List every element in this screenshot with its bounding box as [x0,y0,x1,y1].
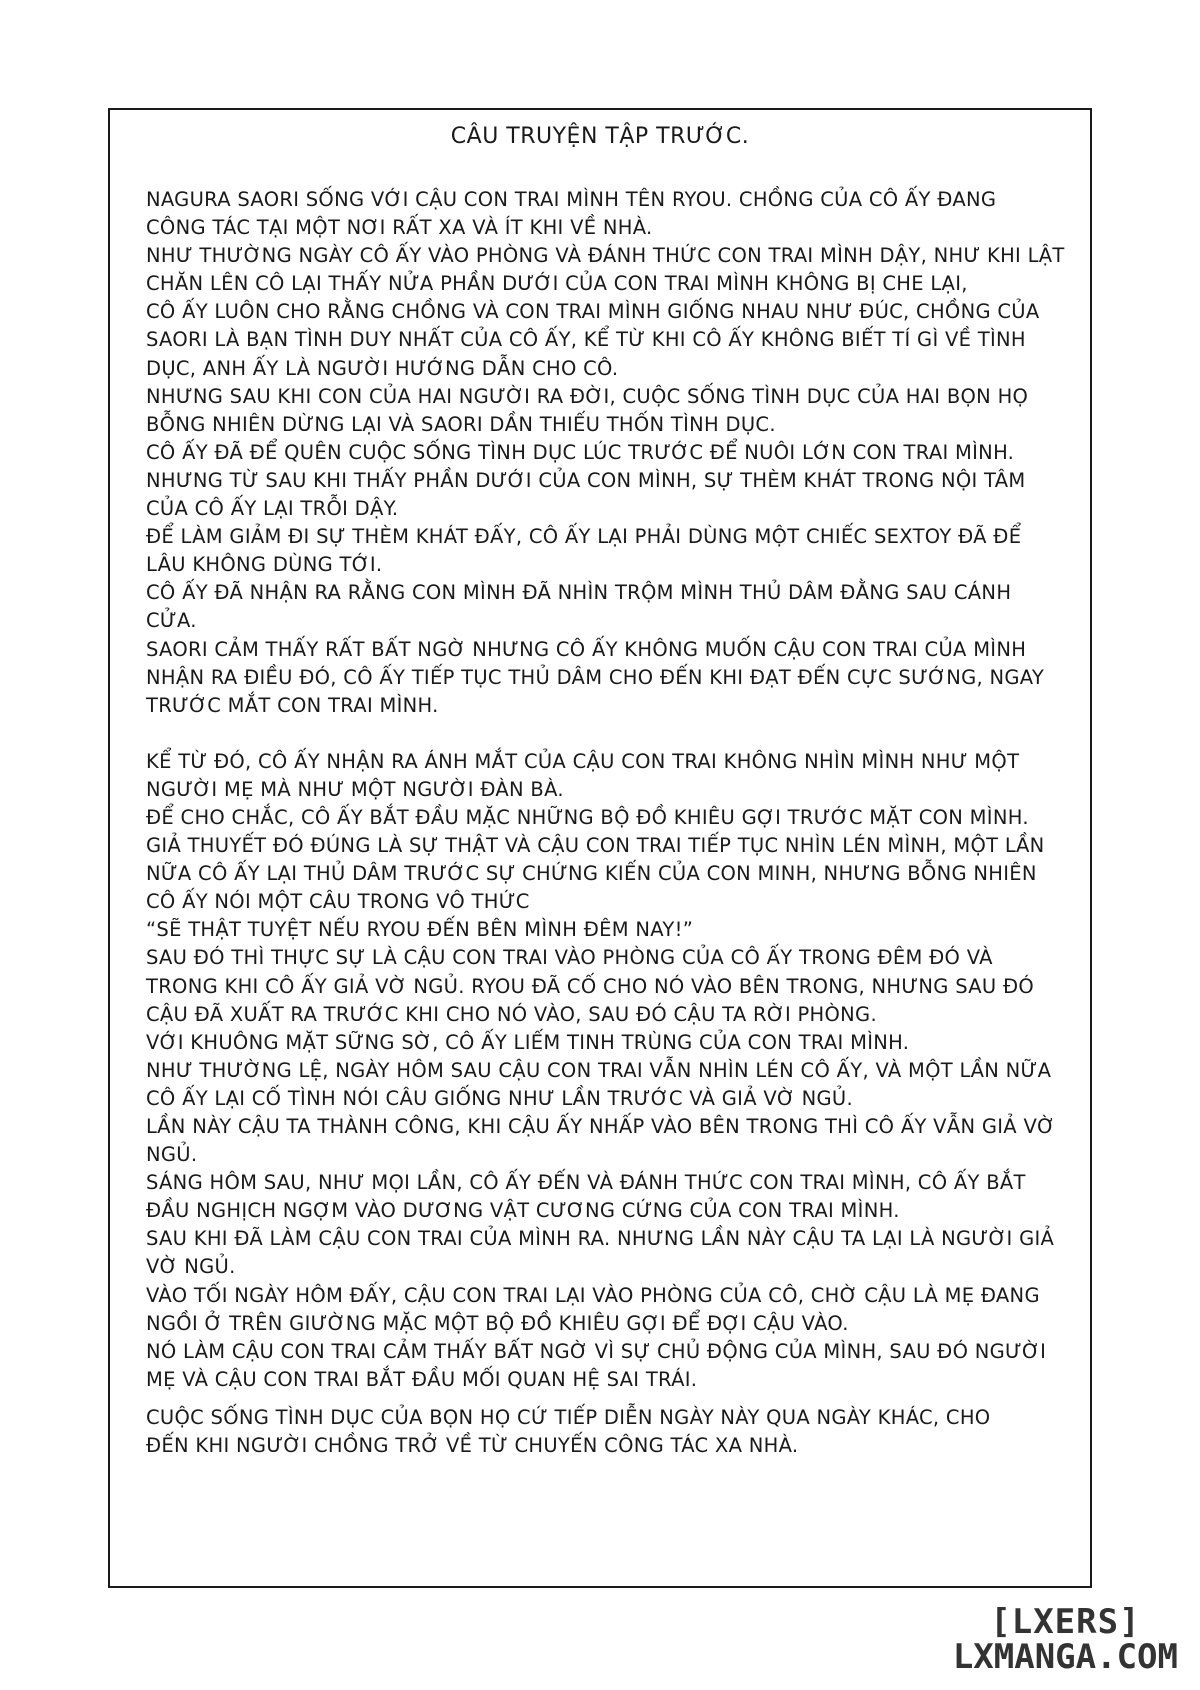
text-line: KỂ TỪ ĐÓ, CÔ ẤY NHẬN RA ÁNH MẮT CỦA CẬU CON TRAI KHÔNG NHÌN MÌNH NHƯ MỘT [146,749,1020,773]
text-line: ĐỂ LÀM GIẢM ĐI SỰ THÈM KHÁT ĐẤY, CÔ ẤY LẠI PHẢI DÙNG MỘT CHIẾC SEXTOY ĐÃ ĐỂ [146,525,1022,549]
text-line: SAORI LÀ BẠN TÌNH DUY NHẤT CỦA CÔ ẤY, KỂ TỪ KHI CÔ ẤY KHÔNG BIẾT TÍ GÌ VỀ TÌNH [146,328,1026,352]
recap-paragraph-2 [146,748,1060,1394]
text-line: DỤC, ANH ẤY LÀ NGƯỜI HƯỚNG DẪN CHO CÔ. [146,356,619,380]
page-title: CÂU TRUYỆN TẬP TRƯỚC. [450,124,750,149]
text-line: CÔ ẤY ĐÃ NHẬN RA RẰNG CON MÌNH ĐÃ NHÌN TRỘM MÌNH THỦ DÂM ĐẰNG SAU CÁNH [146,581,1012,605]
text-line: MẸ VÀ CẬU CON TRAI BẮT ĐẦU MỐI QUAN HỆ SAI TRÁI. [146,1367,698,1391]
text-line: NGỒI Ở TRÊN GIƯỜNG MẶC MỘT BỘ ĐỒ KHIÊU GỢI ĐỂ ĐỢI CẬU VÀO. [146,1311,849,1335]
recap-frame [108,108,1092,1588]
text-line: SAU ĐÓ THÌ THỰC SỰ LÀ CẬU CON TRAI VÀO PHÒNG CỦA CÔ ẤY TRONG ĐÊM ĐÓ VÀ [146,946,993,970]
text-line: CÔNG TÁC TẠI MỘT NƠI RẤT XA VÀ ÍT KHI VỀ NHÀ. [146,216,653,240]
text-line: NHƯ THƯỜNG NGÀY CÔ ẤY VÀO PHÒNG VÀ ĐÁNH THỨC CON TRAI MÌNH DẬY, NHƯ KHI LẬT [146,244,1065,268]
text-line: SAU KHI ĐÃ LÀM CẬU CON TRAI CỦA MÌNH RA. NHƯNG LẦN NÀY CẬU TA LẠI LÀ NGƯỜI GIẢ [146,1227,1055,1251]
text-line: NỮA CÔ ẤY LẠI THỦ DÂM TRƯỚC SỰ CHỨNG KIẾN CỦA CON MINH, NHƯNG BỖNG NHIÊN [146,862,1037,886]
text-line: NHƯNG SAU KHI CON CỦA HAI NGƯỜI RA ĐỜI, CUỘC SỐNG TÌNH DỤC CỦA HAI BỌN HỌ [146,384,1029,408]
paragraph-spacer [146,1394,1060,1404]
paragraph-spacer [146,720,1060,748]
text-line: CỬA. [146,609,197,633]
text-line: VÀO TỐI NGÀY HÔM ĐẤY, CẬU CON TRAI LẠI VÀO PHÒNG CỦA CÔ, CHỜ CẬU LÀ MẸ ĐANG [146,1283,1040,1307]
text-line: NGỦ. [146,1143,198,1167]
text-line: NHẬN RA ĐIỀU ĐÓ, CÔ ẤY TIẾP TỤC THỦ DÂM CHO ĐẾN KHI ĐẠT ĐẾN CỰC SƯỚNG, NGAY [146,665,1045,689]
recap-body [146,186,1065,1460]
text-line: LẦN NÀY CẬU TA THÀNH CÔNG, KHI CẬU ẤY NHẤP VÀO BÊN TRONG THÌ CÔ ẤY VẪN GIẢ VỜ [146,1115,1056,1138]
text-line: CUỘC SỐNG TÌNH DỤC CỦA BỌN HỌ CỨ TIẾP DIỄN NGÀY NÀY QUA NGÀY KHÁC, CHO [146,1405,991,1429]
text-line: SAORI CẢM THẤY RẤT BẤT NGỜ NHƯNG CÔ ẤY KHÔNG MUỐN CẬU CON TRAI CỦA MÌNH [146,637,1027,661]
text-line: NHƯNG TỪ SAU KHI THẤY PHẦN DƯỚI CỦA CON MÌNH, SỰ THÈM KHÁT TRONG NỘI TÂM [146,468,1026,492]
text-line: TRONG KHI CÔ ẤY GIẢ VỜ NGỦ. RYOU ĐÃ CỐ CHO NÓ VÀO BÊN TRONG, NHƯNG SAU ĐÓ [146,974,1035,998]
text-line: NÓ LÀM CẬU CON TRAI CẢM THẤY BẤT NGỜ VÌ SỰ CHỦ ĐỘNG CỦA MÌNH, SAU ĐÓ NGƯỜI [146,1339,1047,1363]
text-line: CÔ ẤY NÓI MỘT CÂU TRONG VÔ THỨC [146,890,530,914]
recap-paragraph-1 [146,186,1065,720]
text-line: “SẼ THẬT TUYỆT NẾU RYOU ĐẾN BÊN MÌNH ĐÊM NAY!” [146,918,694,942]
text-line: NAGURA SAORI SỐNG VỚI CẬU CON TRAI MÌNH TÊN RYOU. CHỒNG CỦA CÔ ẤY ĐANG [146,188,997,211]
text-line: VỚI KHUÔNG MẶT SỮNG SỜ, CÔ ẤY LIẾM TINH TRÙNG CỦA CON TRAI MÌNH. [146,1030,910,1054]
text-line: CÔ ẤY LẠI CỐ TÌNH NÓI CÂU GIỐNG NHƯ LẦN TRƯỚC VÀ GIẢ VỜ NGỦ. [146,1086,853,1110]
text-line: ĐẦU NGHỊCH NGỢM VÀO DƯƠNG VẬT CƯƠNG CỨNG CỦA CON TRAI MÌNH. [146,1199,900,1223]
watermark-site-url: LXMANGA.COM [952,1637,1178,1678]
text-line: NHƯ THƯỜNG LỆ, NGÀY HÔM SAU CẬU CON TRAI VẪN NHÌN LÉN CÔ ẤY, VÀ MỘT LẦN NỮA [146,1058,1052,1082]
text-line: CẬU ĐÃ XUẤT RA TRƯỚC KHI CHO NÓ VÀO, SAU ĐÓ CẬU TA RỜI PHÒNG. [146,1002,877,1026]
text-line: CÔ ẤY ĐÃ ĐỂ QUÊN CUỘC SỐNG TÌNH DỤC LÚC TRƯỚC ĐỂ NUÔI LỚN CON TRAI MÌNH. [146,440,1015,464]
text-line: CỦA CÔ ẤY LẠI TRỖI DẬY. [146,497,399,521]
text-line: ĐẾN KHI NGƯỜI CHỒNG TRỞ VỀ TỪ CHUYẾN CÔNG TÁC XA NHÀ. [146,1434,799,1458]
text-line: ĐỂ CHO CHẮC, CÔ ẤY BẮT ĐẦU MẶC NHỮNG BỘ ĐỒ KHIÊU GỢI TRƯỚC MẶT CON MÌNH. [146,805,1029,829]
text-line: BỖNG NHIÊN DỪNG LẠI VÀ SAORI DẦN THIẾU THỐN TÌNH DỤC. [146,412,776,436]
text-line: CÔ ẤY LUÔN CHO RẰNG CHỒNG VÀ CON TRAI MÌNH GIỐNG NHAU NHƯ ĐÚC, CHỒNG CỦA [146,300,1040,324]
watermark-group-name: [LXERS] [990,1601,1141,1642]
recap-paragraph-3 [146,1404,1060,1460]
text-line: LÂU KHÔNG DÙNG TỚI. [146,553,383,577]
text-line: NGƯỜI MẸ MÀ NHƯ MỘT NGƯỜI ĐÀN BÀ. [146,777,564,801]
text-line: GIẢ THUYẾT ĐÓ ĐÚNG LÀ SỰ THẬT VÀ CẬU CON TRAI TIẾP TỤC NHÌN LÉN MÌNH, MỘT LẦN [146,834,1045,858]
text-line: CHĂN LÊN CÔ LẠI THẤY NỬA PHẦN DƯỚI CỦA CON TRAI MÌNH KHÔNG BỊ CHE LẠI, [146,272,968,296]
text-line: VỜ NGỦ. [146,1255,236,1279]
site-watermark [952,1601,1178,1678]
text-line: TRƯỚC MẮT CON TRAI MÌNH. [146,693,439,717]
text-line: SÁNG HÔM SAU, NHƯ MỌI LẦN, CÔ ẤY ĐẾN VÀ ĐÁNH THỨC CON TRAI MÌNH, CÔ ẤY BẮT [146,1171,1026,1195]
